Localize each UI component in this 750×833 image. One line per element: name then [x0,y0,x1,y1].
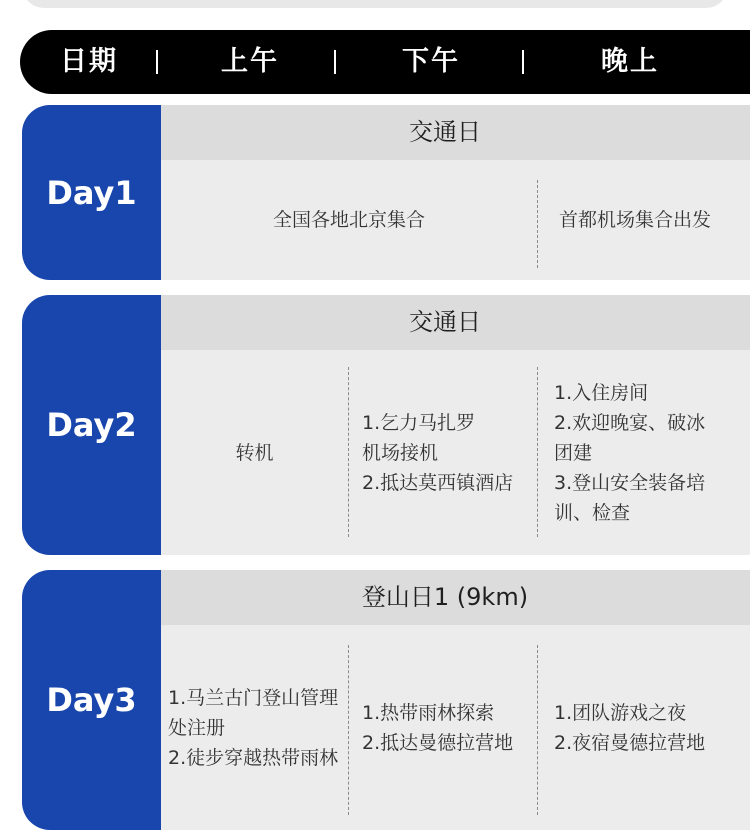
cell-line: 2.夜宿曼德拉营地 [554,731,706,754]
cell-line: 2.徒步穿越热带雨林 [168,746,339,769]
day-label: Day3 [22,570,161,830]
cell-line: 训、检查 [554,501,631,524]
cell-line: 全国各地北京集合 [272,209,425,231]
cell-line: 处注册 [168,716,226,739]
day-title: 交通日 [409,308,481,336]
cell-line: 2.抵达曼德拉营地 [362,731,514,754]
day-cell-morning [161,350,348,555]
day-title: 登山日1 (9km) [361,583,529,611]
cell-line: 1.热带雨林探索 [362,701,495,724]
day-cell-evening [554,625,730,830]
header-morning: 上午 [221,46,279,77]
cell-line: 1.马兰古门登山管理 [168,686,339,709]
cell-line: 1.入住房间 [554,381,649,404]
day-title-bar [161,105,750,160]
day-label: Day2 [22,295,161,555]
header-date: 日期 [60,46,118,77]
cell-line: 团建 [554,441,593,464]
day-cell-afternoon [362,625,537,830]
day-cell-morning [168,625,348,830]
header-separator [156,50,158,74]
day-card-3 [22,570,750,830]
column-divider [537,367,538,537]
day-title-bar [161,295,750,350]
day-cell-afternoon [362,350,537,555]
day-cell-morning-afternoon [161,160,537,280]
cell-line: 3.登山安全装备培 [554,471,706,494]
day-cell-evening [554,350,730,555]
day-title: 交通日 [409,118,481,146]
day-card-2 [22,295,750,555]
cell-line: 2.抵达莫西镇酒店 [362,471,514,494]
day-label: Day1 [22,105,161,280]
cell-line: 转机 [235,441,274,464]
header-afternoon: 下午 [402,46,460,77]
schedule-header [20,30,750,94]
cell-line: 机场接机 [362,441,439,464]
day-title-bar [161,570,750,625]
cell-line: 2.欢迎晚宴、破冰 [554,411,706,434]
day-card-1 [22,105,750,280]
column-divider [537,180,538,268]
column-divider [348,367,349,537]
column-divider [537,645,538,815]
cell-line: 1.团队游戏之夜 [554,701,687,724]
header-evening: 晚上 [601,46,659,77]
day-cell-evening [540,160,730,280]
column-divider [348,645,349,815]
cell-line: 1.乞力马扎罗 [362,411,476,434]
previous-card-edge [22,0,728,8]
header-separator [522,50,524,74]
cell-line: 首都机场集合出发 [558,209,711,231]
header-separator [334,50,336,74]
